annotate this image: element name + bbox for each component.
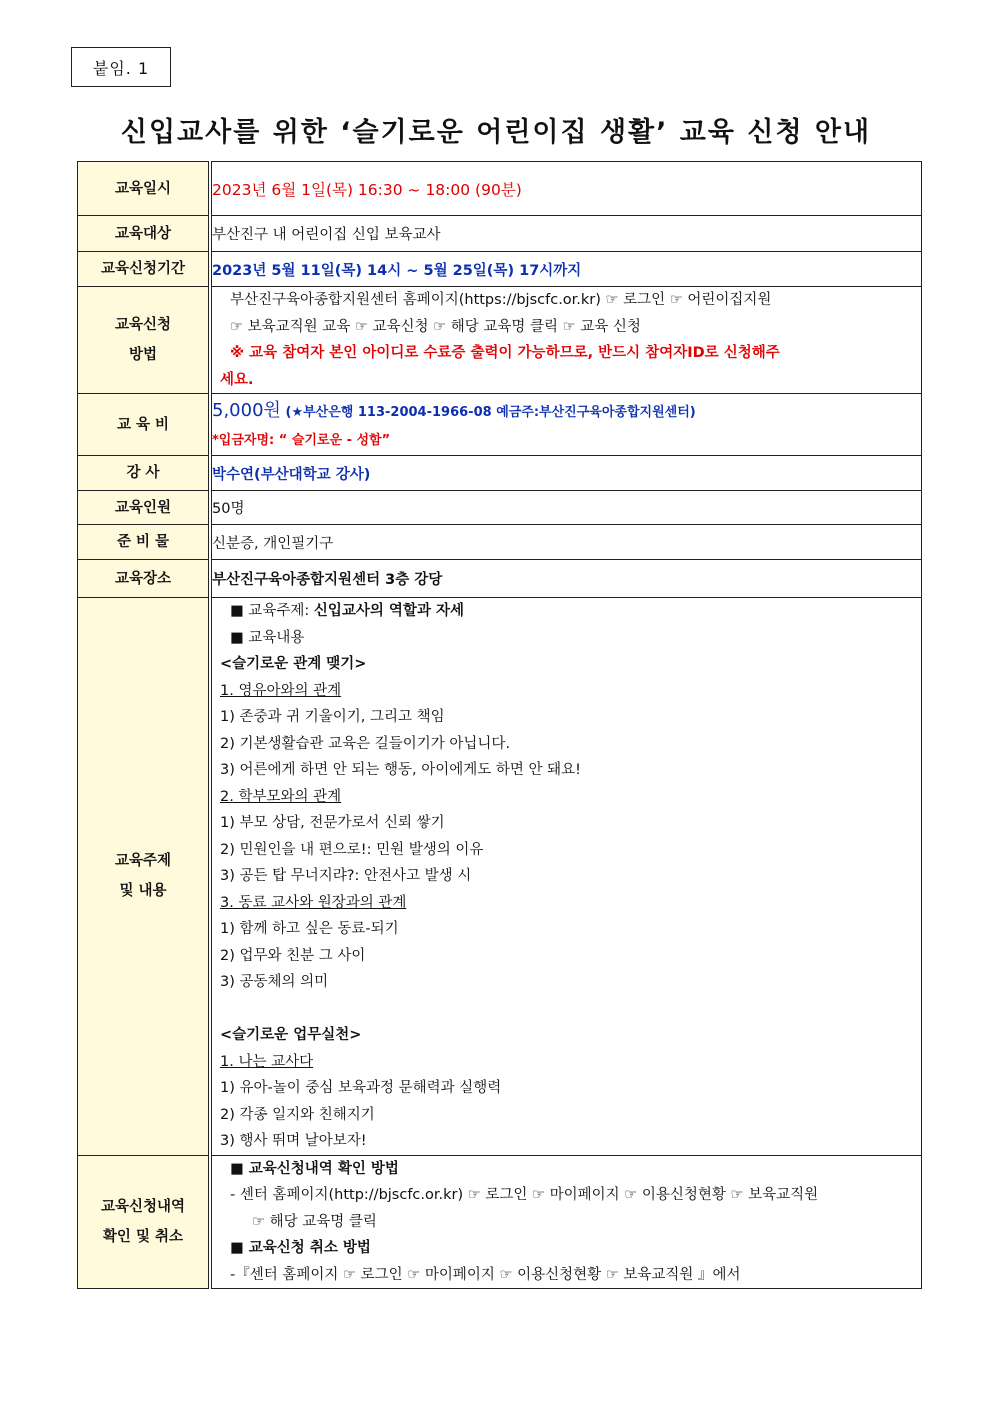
info-table bbox=[77, 161, 922, 1289]
label-content-line1: 교육주제 bbox=[114, 853, 172, 870]
list-item: 1) 유아-놀이 중심 보육과정 문해력과 실행력 bbox=[220, 1080, 502, 1096]
row-content bbox=[78, 598, 922, 1156]
value-date: 2023년 6월 1일(목) 16:30 ~ 18:00 (90분) bbox=[210, 162, 922, 216]
check-line2: ☞ 해당 교육명 클릭 bbox=[252, 1213, 377, 1230]
list-item: 3) 공든 탑 무너지랴?: 안전사고 발생 시 bbox=[220, 868, 472, 884]
value-content bbox=[210, 598, 922, 1156]
label-method-line1: 교육신청 bbox=[114, 317, 172, 333]
label-venue: 교육장소 bbox=[78, 560, 211, 598]
value-target: 부산진구 내 어린이집 신입 보육교사 bbox=[210, 216, 922, 252]
label-content-line2: 및 내용 bbox=[119, 883, 167, 900]
method-notice1: ※ 교육 참여자 본인 아이디로 수료증 출력이 가능하므로, 반드시 참여자ID로 신청해주 bbox=[230, 345, 780, 361]
value-venue: 부산진구육아종합지원센터 3층 강당 bbox=[210, 560, 922, 598]
row-check bbox=[78, 1155, 922, 1289]
list-item: 3) 어른에게 하면 안 되는 행동, 아이에게도 하면 안 돼요! bbox=[220, 762, 581, 778]
check-heading1: ■ 교육신청내역 확인 방법 bbox=[230, 1160, 399, 1177]
section1-title: <슬기로운 관계 맺기> bbox=[220, 656, 367, 672]
row-venue bbox=[78, 560, 922, 598]
value-fee bbox=[210, 394, 922, 456]
label-instructor: 강 사 bbox=[78, 456, 211, 491]
label-period: 교육신청기간 bbox=[78, 252, 211, 287]
list-item: 1) 존중과 귀 기울이기, 그리고 책임 bbox=[220, 709, 445, 725]
list-item: 1) 부모 상담, 전문가로서 신뢰 쌓기 bbox=[220, 815, 445, 831]
check-heading2: ■ 교육신청 취소 방법 bbox=[230, 1240, 371, 1256]
content-theme-text: 신입교사의 역할과 자세 bbox=[313, 603, 465, 619]
page-title: 신입교사를 위한 ‘슬기로운 어린이집 생활’ 교육 신청 안내 bbox=[120, 117, 872, 148]
row-capacity bbox=[78, 491, 922, 525]
list-item: 2) 민원인을 내 편으로!: 민원 발생의 이유 bbox=[220, 841, 484, 858]
label-check-line2: 확인 및 취소 bbox=[102, 1228, 184, 1245]
fee-account: (★부산은행 113-2004-1966-08 예금주:부산진구육아종합지원센터) bbox=[285, 404, 696, 420]
value-check bbox=[210, 1155, 922, 1289]
label-method bbox=[78, 287, 211, 394]
label-date: 교육일시 bbox=[78, 162, 211, 216]
value-instructor: 박수연(부산대학교 강사) bbox=[210, 456, 922, 491]
list-item: 3) 공동체의 의미 bbox=[220, 974, 329, 990]
fee-amount: 5,000원 bbox=[212, 399, 281, 421]
label-supplies: 준 비 물 bbox=[78, 525, 211, 560]
s2-heading1: 1. 나는 교사다 bbox=[220, 1053, 314, 1070]
list-item: 2) 기본생활습관 교육은 길들이기가 아닙니다. bbox=[220, 735, 511, 752]
value-capacity: 50명 bbox=[210, 491, 922, 525]
row-date bbox=[78, 162, 922, 216]
check-line1: - 센터 홈페이지(http://bjscfc.or.kr) ☞ 로그인 ☞ 마이페이지 ☞ 이용신청현황 ☞ 보육교직원 bbox=[230, 1187, 819, 1203]
row-fee bbox=[78, 394, 922, 456]
attachment-label: 붙임. 1 bbox=[71, 47, 171, 87]
label-check bbox=[78, 1155, 211, 1289]
check-line3: -『센터 홈페이지 ☞ 로그인 ☞ 마이페이지 ☞ 이용신청현황 ☞ 보육교직원 』에서 bbox=[230, 1266, 741, 1283]
label-method-line2: 방법 bbox=[128, 347, 157, 363]
content-theme: ■ 교육주제: 신입교사의 역할과 자세 bbox=[230, 603, 465, 619]
row-method bbox=[78, 287, 922, 394]
label-fee: 교 육 비 bbox=[78, 394, 211, 456]
list-item: 2) 업무와 친분 그 사이 bbox=[220, 947, 366, 964]
row-target bbox=[78, 216, 922, 252]
label-content bbox=[78, 598, 211, 1156]
section2-title: <슬기로운 업무실천> bbox=[220, 1027, 362, 1043]
s1-heading3: 3. 동료 교사와 원장과의 관계 bbox=[220, 894, 407, 911]
list-item: 3) 행사 뛰며 날아보자! bbox=[220, 1133, 367, 1149]
method-notice2: 세요. bbox=[220, 371, 254, 388]
label-check-line1: 교육신청내역 bbox=[100, 1198, 186, 1215]
label-capacity: 교육인원 bbox=[78, 491, 211, 525]
method-line2: ☞ 보육교직원 교육 ☞ 교육신청 ☞ 해당 교육명 클릭 ☞ 교육 신청 bbox=[230, 318, 641, 335]
method-line1: 부산진구육아종합지원센터 홈페이지(https://bjscfc.or.kr) ☞ 로그인 ☞ 어린이집지원 bbox=[230, 292, 772, 308]
s1-heading2: 2. 학부모와의 관계 bbox=[220, 788, 342, 805]
row-supplies bbox=[78, 525, 922, 560]
value-method bbox=[210, 287, 922, 394]
s1-heading1: 1. 영유아와의 관계 bbox=[220, 682, 342, 699]
row-period bbox=[78, 252, 922, 287]
row-instructor bbox=[78, 456, 922, 491]
value-supplies: 신분증, 개인필기구 bbox=[210, 525, 922, 560]
list-item: 1) 함께 하고 싶은 동료-되기 bbox=[220, 921, 399, 937]
label-target: 교육대상 bbox=[78, 216, 211, 252]
value-period: 2023년 5월 11일(목) 14시 ~ 5월 25일(목) 17시까지 bbox=[210, 252, 922, 287]
content-heading: ■ 교육내용 bbox=[230, 629, 305, 646]
fee-depositor: *입금자명: “ 슬기로운 - 성함” bbox=[212, 432, 391, 448]
list-item: 2) 각종 일지와 친해지기 bbox=[220, 1106, 375, 1123]
